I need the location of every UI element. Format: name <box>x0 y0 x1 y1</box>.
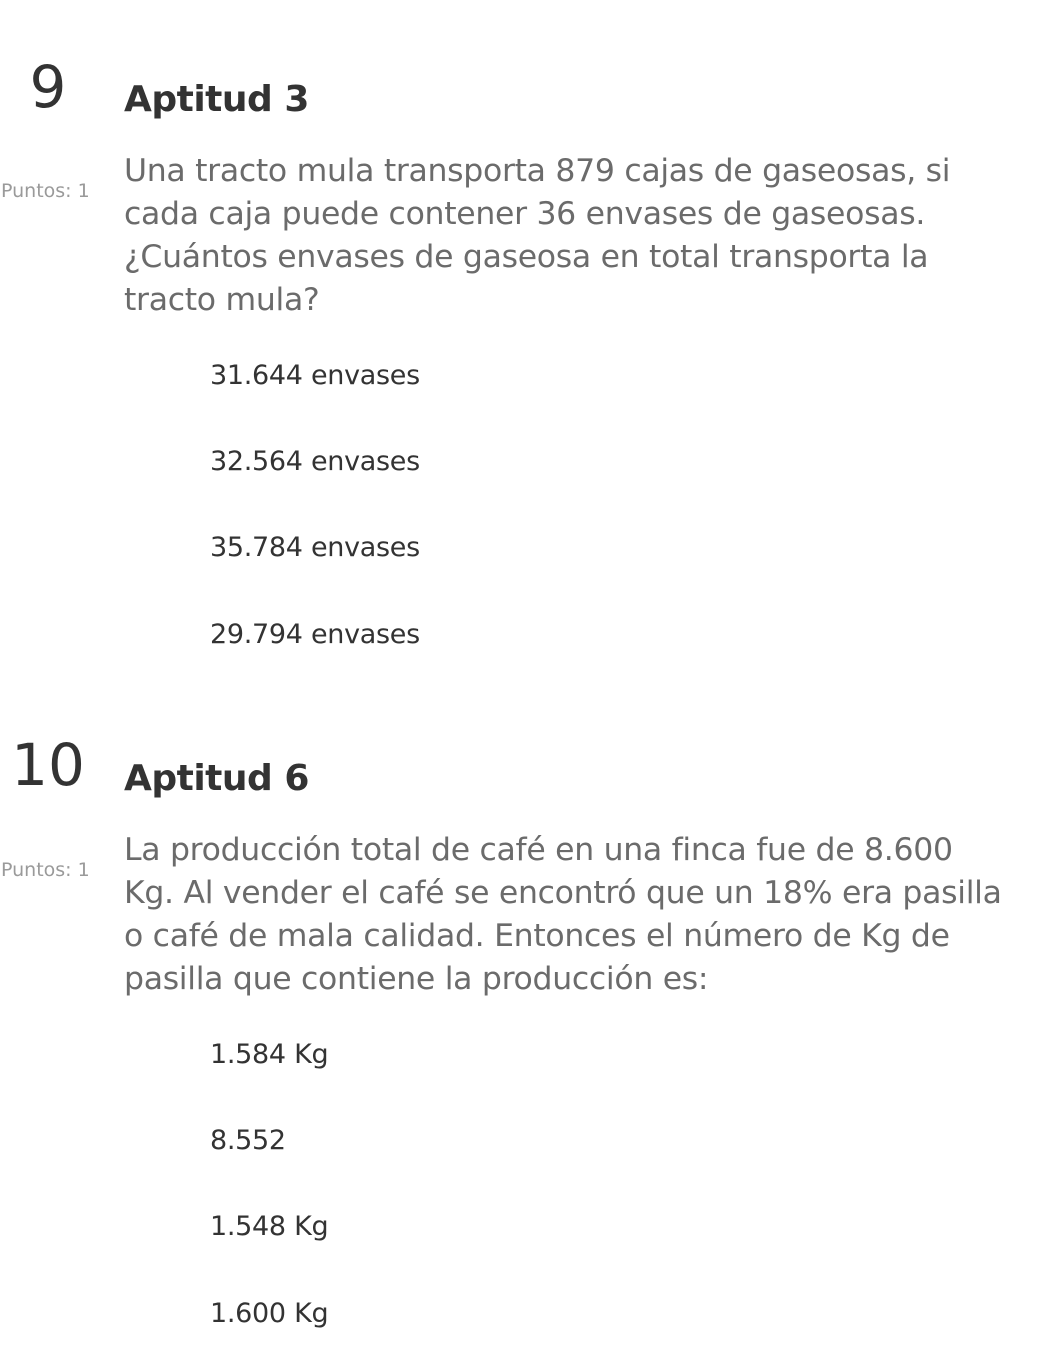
answer-option[interactable]: 8.552 <box>210 1125 286 1156</box>
answer-option[interactable]: 29.794 envases <box>210 619 420 650</box>
answer-option[interactable]: 32.564 envases <box>210 446 420 477</box>
question-points: Puntos: 1 <box>1 180 90 202</box>
answer-option[interactable]: 1.584 Kg <box>210 1039 329 1070</box>
question-title: Aptitud 3 <box>124 79 309 120</box>
question-number: 9 <box>29 53 67 121</box>
answer-option[interactable]: 1.548 Kg <box>210 1211 329 1242</box>
question-points: Puntos: 1 <box>1 859 90 881</box>
question-text: La producción total de café en una finca fue de 8.600 Kg. Al vender el café se encontró que un 18% era pasilla o café de mala calidad. Entonces el número de Kg de pasilla que contiene la producción es: <box>124 832 1002 997</box>
question-number: 10 <box>11 731 85 799</box>
question-text: Una tracto mula transporta 879 cajas de gaseosas, si cada caja puede contener 36 envases de gaseosas. ¿Cuántos envases de gaseosa en total transporta la tracto mula? <box>124 153 951 318</box>
answer-option[interactable]: 35.784 envases <box>210 532 420 563</box>
answer-option[interactable]: 1.600 Kg <box>210 1298 329 1329</box>
answer-option[interactable]: 31.644 envases <box>210 360 420 391</box>
question-title: Aptitud 6 <box>124 758 309 799</box>
